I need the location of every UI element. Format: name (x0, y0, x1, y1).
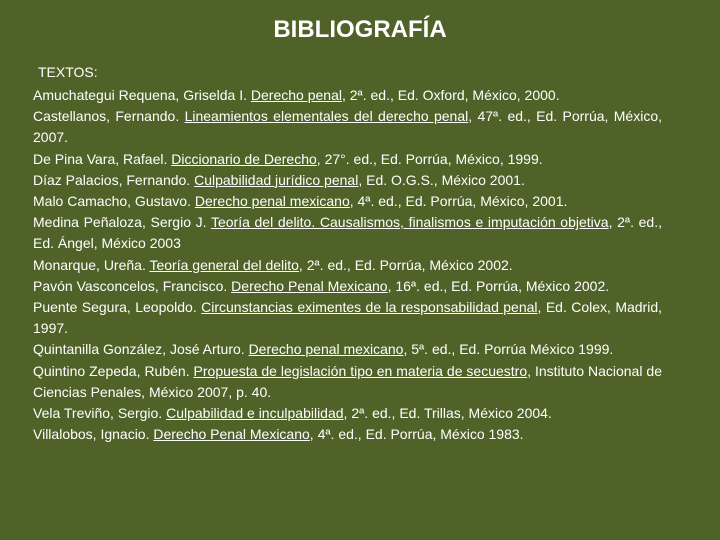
reference-author: Villalobos, Ignacio. (33, 426, 154, 443)
reference-details: , 4ª. ed., Ed. Porrúa, México 1983. (309, 426, 524, 443)
reference-title: Derecho Penal Mexicano (153, 426, 310, 443)
reference-item (33, 424, 662, 445)
section-label: TEXTOS: (38, 64, 98, 80)
reference-item (33, 212, 662, 254)
reference-details: , Instituto Nacional de Ciencias Penales, México 2007, p. 40. (33, 362, 662, 400)
reference-details: , Ed. Colex, Madrid, 1997. (33, 299, 662, 337)
reference-details: , 47ª. ed., Ed. Porrúa, México, 2007. (33, 108, 662, 146)
reference-author: Vela Treviño, Sergio. (33, 405, 167, 422)
reference-details: , 4ª. ed., Ed. Porrúa, México, 2001. (349, 193, 568, 210)
reference-title: Culpabilidad jurídico penal (194, 171, 359, 188)
reference-details: , 2ª. ed., Ed. Ángel, México 2003 (33, 214, 662, 252)
reference-item (33, 297, 662, 339)
reference-author: De Pina Vara, Rafael. (33, 150, 172, 167)
reference-item (33, 255, 662, 276)
reference-title: Derecho Penal Mexicano (231, 277, 388, 294)
reference-item (33, 339, 662, 360)
reference-details: , 16ª. ed., Ed. Porrúa, México 2002. (387, 277, 610, 294)
reference-item (33, 403, 662, 424)
reference-details: , 2ª. ed., Ed. Trillas, México 2004. (343, 405, 552, 422)
reference-author: Díaz Palacios, Fernando. (33, 171, 195, 188)
reference-title: Derecho penal mexicano (248, 341, 404, 358)
reference-title: Teoría del delito. Causalismos, finalismos e imputación objetiva (210, 214, 609, 231)
reference-author: Monarque, Ureña. (33, 256, 150, 273)
reference-details: , 27°. ed., Ed. Porrúa, México, 1999. (316, 150, 543, 167)
reference-title: Circunstancias eximentes de la responsabilidad penal (201, 299, 538, 316)
reference-author: Medina Peñaloza, Sergio J. (33, 214, 211, 231)
reference-author: Puente Segura, Leopoldo. (33, 299, 202, 316)
reference-title: Teoría general del delito (149, 256, 299, 273)
reference-author: Pavón Vasconcelos, Francisco. (33, 277, 232, 294)
reference-title: Propuesta de legislación tipo en materia de secuestro (193, 362, 528, 379)
reference-details: , 2ª. ed., Ed. Porrúa, México 2002. (298, 256, 513, 273)
reference-item (33, 85, 662, 106)
reference-item (33, 361, 662, 403)
reference-title: Culpabilidad e inculpabilidad (166, 405, 344, 422)
reference-details: , Ed. O.G.S., México 2001. (358, 171, 525, 188)
reference-item (33, 276, 662, 297)
reference-author: Quintino Zepeda, Rubén. (33, 362, 194, 379)
reference-author: Amuchategui Requena, Griselda I. (33, 87, 251, 103)
reference-item (33, 149, 662, 170)
reference-list (33, 85, 662, 445)
page-title: BIBLIOGRAFÍA (273, 16, 447, 43)
reference-title: Lineamientos elementales del derecho penal (184, 108, 469, 125)
reference-details: , 5ª. ed., Ed. Porrúa México 1999. (403, 341, 614, 358)
reference-item (33, 106, 662, 148)
reference-author: Malo Camacho, Gustavo. (33, 193, 195, 210)
reference-author: Quintanilla González, José Arturo. (33, 341, 249, 358)
reference-title: Derecho penal mexicano (194, 193, 350, 210)
reference-item (33, 191, 662, 212)
reference-details: , 2ª. ed., Ed. Oxford, México, 2000. (341, 87, 560, 103)
reference-title: Diccionario de Derecho (171, 150, 317, 167)
reference-item (33, 170, 662, 191)
reference-title: Derecho penal (250, 87, 342, 103)
reference-author: Castellanos, Fernando. (33, 108, 185, 125)
